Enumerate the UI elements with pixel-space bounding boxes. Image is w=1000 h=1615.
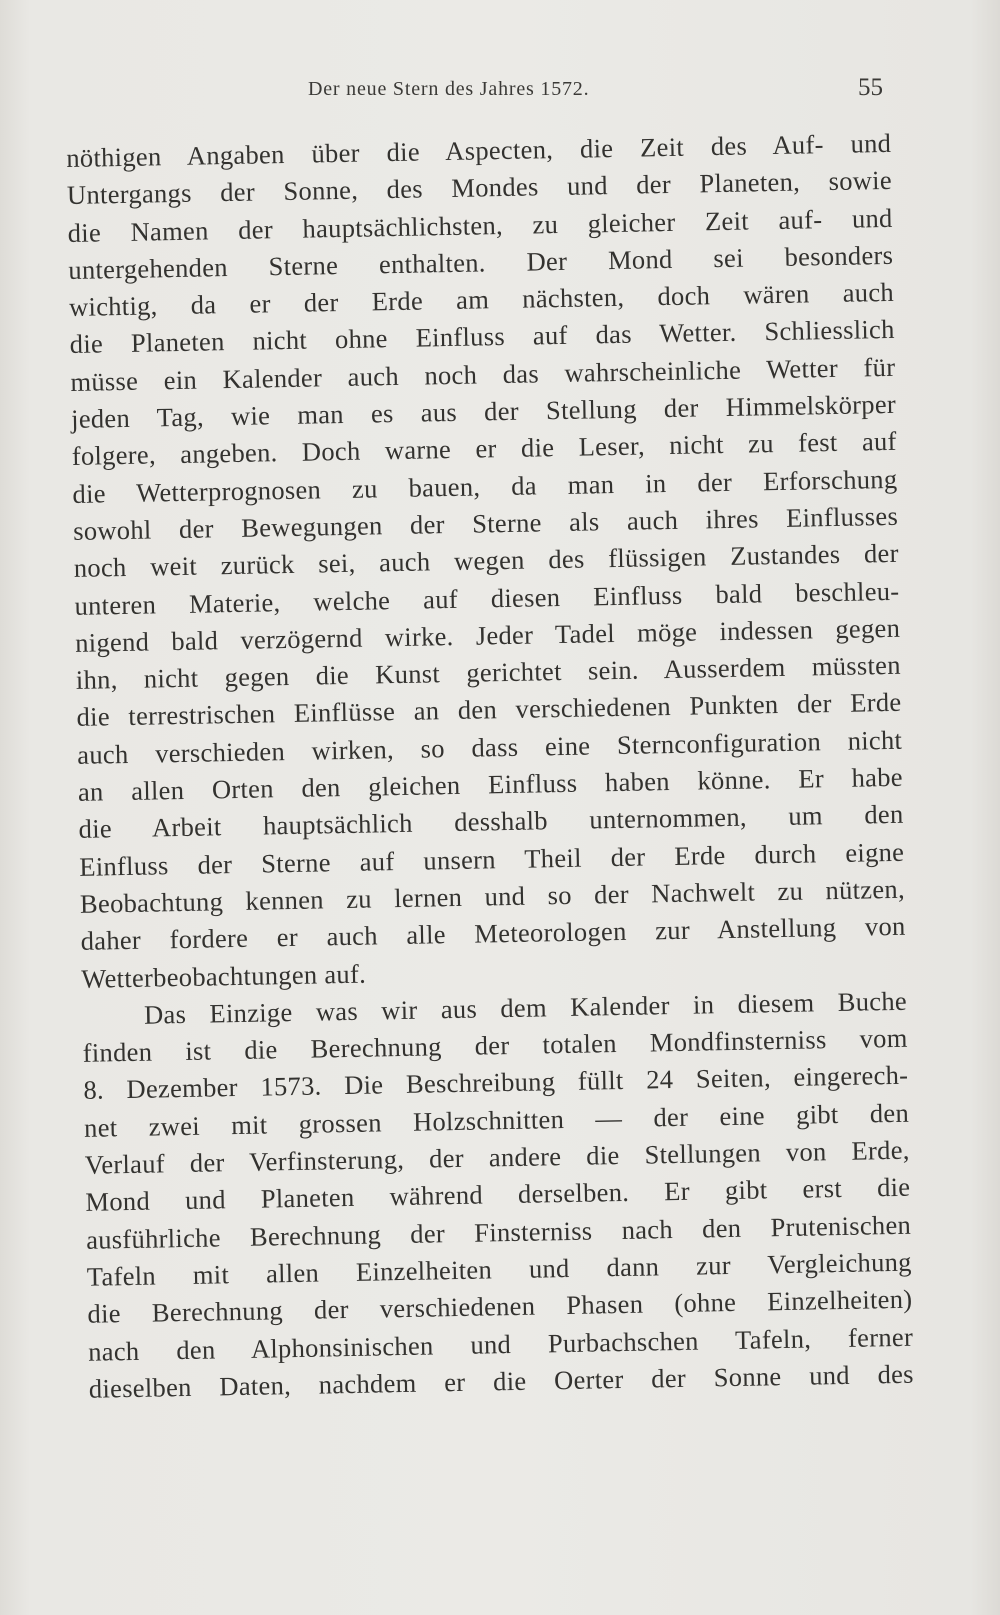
- text-line: unteren Materie, welche auf diesen Einfluss bald beschleu-: [74, 575, 900, 621]
- text-line: Verlauf der Verfinsterung, der andere die Stellungen von Erde,: [84, 1134, 910, 1180]
- text-line: noch weit zurück sei, auch wegen des flüssigen Zustandes der: [73, 538, 899, 584]
- text-line: die Berechnung der verschiedenen Phasen (ohne Einzelheiten): [87, 1283, 913, 1330]
- text-line: finden ist die Berechnung der totalen Mondfinsterniss vom: [82, 1022, 908, 1068]
- text-line: 8. Dezember 1573. Die Beschreibung füllt 24 Seiten, eingerech-: [83, 1060, 909, 1106]
- text-line: Tafeln mit allen Einzelheiten und dann zur Vergleichung: [86, 1246, 912, 1292]
- text-line: Einfluss der Sterne auf unsern Theil der Erde durch eigne: [79, 836, 905, 882]
- page-number: 55: [858, 74, 883, 101]
- text-line: Untergangs der Sonne, des Mondes und der Planeten, sowie: [66, 165, 893, 211]
- paragraph-start-line: Das Einzige was wir aus dem Kalender in diesem Buche: [143, 985, 908, 1030]
- text-line: die Arbeit hauptsächlich desshalb unternommen, um den: [78, 799, 904, 845]
- text-line: wichtig, da er der Erde am nächsten, doch wären auch: [68, 277, 895, 323]
- text-line: die terrestrischen Einflüsse an den verschiedenen Punkten der Erde: [76, 687, 902, 733]
- body-text: [66, 125, 914, 1408]
- text-line: dieselben Daten, nachdem er die Oerter der Sonne und des: [88, 1358, 915, 1404]
- text-line: müsse ein Kalender auch noch das wahrscheinliche Wetter für: [70, 351, 896, 397]
- text-line: an allen Orten den gleichen Einfluss haben könne. Er habe: [77, 761, 904, 807]
- running-title: Der neue Stern des Jahres 1572.: [308, 78, 590, 100]
- text-line: ausführliche Berechnung der Finsterniss nach den Prutenischen: [85, 1209, 912, 1255]
- text-line: folgere, angeben. Doch warne er die Leser, nicht zu fest auf: [71, 426, 897, 472]
- text-line: net zwei mit grossen Holzschnitten — der eine gibt den: [83, 1097, 910, 1143]
- text-line: Mond und Planeten während derselben. Er gibt erst die: [85, 1172, 911, 1218]
- text-line: die Wetterprognosen zu bauen, da man in der Erforschung: [72, 463, 898, 509]
- paragraph-end-line: Wetterbeobachtungen auf.: [81, 958, 367, 994]
- text-line: daher fordere er auch alle Meteorologen zur Anstellung von: [80, 910, 906, 957]
- text-line: untergehenden Sterne enthalten. Der Mond sei besonders: [68, 239, 894, 285]
- text-line: nigend bald verzögernd wirke. Jeder Tadel möge indessen gegen: [74, 612, 901, 658]
- text-line: Beobachtung kennen zu lernen und so der Nachwelt zu nützen,: [79, 873, 906, 919]
- text-line: die Planeten nicht ohne Einfluss auf das Wetter. Schliesslich: [69, 314, 895, 360]
- text-line: ihn, nicht gegen die Kunst gerichtet sein. Ausserdem müssten: [75, 649, 902, 696]
- text-line: sowohl der Bewegungen der Sterne als auch ihres Einflusses: [72, 500, 899, 546]
- text-line: auch verschieden wirken, so dass eine Sternconfiguration nicht: [76, 724, 903, 770]
- text-line: jeden Tag, wie man es aus der Stellung der Himmelskörper: [70, 388, 897, 435]
- text-line: nach den Alphonsinischen und Purbachschen Tafeln, ferner: [87, 1321, 914, 1367]
- text-line: nöthigen Angaben über die Aspecten, die Zeit des Auf- und: [66, 127, 892, 173]
- text-line: die Namen der hauptsächlichsten, zu gleicher Zeit auf- und: [67, 202, 893, 248]
